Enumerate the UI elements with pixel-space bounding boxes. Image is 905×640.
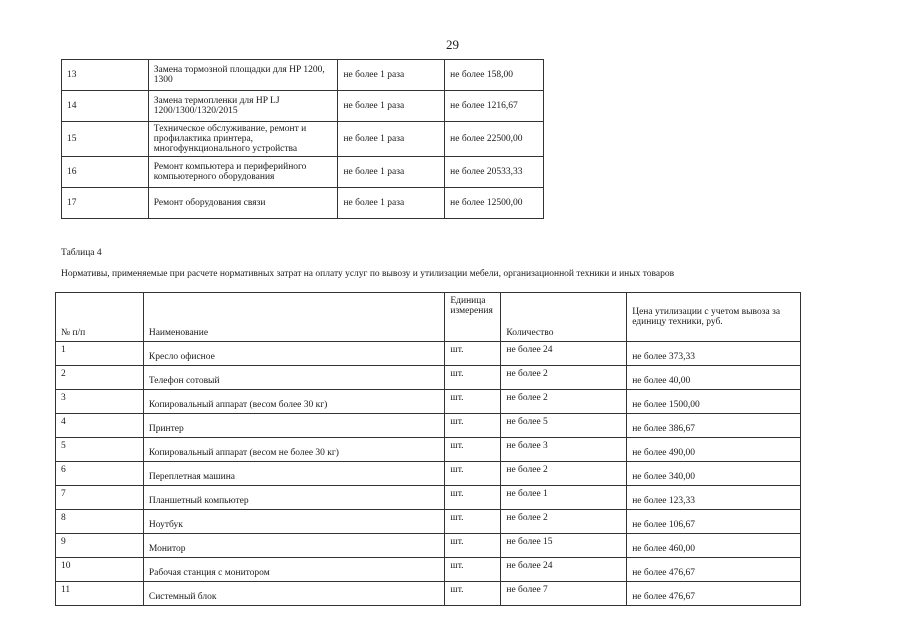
table-repair-services	[61, 59, 544, 219]
row-quantity: не более 2	[501, 462, 627, 486]
table-caption: Нормативы, применяемые при расчете нормативных затрат на оплату услуг по вывозу и утилизации мебели, организационной техники и иных товаров	[61, 269, 675, 279]
row-unit: шт.	[445, 366, 501, 390]
row-name: Планшетный компьютер	[143, 486, 445, 510]
row-quantity: не более 24	[501, 342, 627, 366]
row-unit: шт.	[445, 414, 501, 438]
row-price: не более 476,67	[627, 558, 801, 582]
row-name: Копировальный аппарат (весом не более 30 кг)	[143, 438, 445, 462]
row-number: 9	[56, 534, 144, 558]
row-quantity: не более 1 раза	[338, 91, 445, 122]
table-row	[62, 157, 544, 188]
row-unit: шт.	[445, 558, 501, 582]
row-unit: шт.	[445, 510, 501, 534]
table-row	[56, 510, 801, 534]
row-number: 16	[62, 157, 149, 188]
row-name: Замена термопленки для HP LJ 1200/1300/1320/2015	[148, 91, 338, 122]
row-quantity: не более 3	[501, 438, 627, 462]
row-quantity: не более 2	[501, 390, 627, 414]
row-price: не более 158,00	[445, 60, 544, 91]
row-quantity: не более 2	[501, 366, 627, 390]
row-name: Копировальный аппарат (весом более 30 кг)	[143, 390, 445, 414]
row-quantity: не более 1 раза	[338, 188, 445, 219]
table-row	[62, 122, 544, 157]
header-price: Цена утилизации с учетом вывоза за единицу техники, руб.	[627, 293, 801, 342]
table-row	[56, 366, 801, 390]
row-price: не более 340,00	[627, 462, 801, 486]
table-row	[56, 390, 801, 414]
row-number: 5	[56, 438, 144, 462]
row-number: 15	[62, 122, 149, 157]
row-name: Ремонт компьютера и периферийного компьютерного оборудования	[148, 157, 338, 188]
row-name: Ремонт оборудования связи	[148, 188, 338, 219]
row-price: не более 40,00	[627, 366, 801, 390]
row-quantity: не более 1 раза	[338, 157, 445, 188]
table-disposal-norms	[55, 292, 801, 606]
row-price: не более 123,33	[627, 486, 801, 510]
row-unit: шт.	[445, 390, 501, 414]
row-name: Замена тормозной площадки для HP 1200, 1300	[148, 60, 338, 91]
row-price: не более 373,33	[627, 342, 801, 366]
table-row	[56, 558, 801, 582]
row-unit: шт.	[445, 582, 501, 606]
row-unit: шт.	[445, 342, 501, 366]
table-label: Таблица 4	[61, 248, 102, 258]
row-quantity: не более 5	[501, 414, 627, 438]
row-quantity: не более 7	[501, 582, 627, 606]
row-name: Телефон сотовый	[143, 366, 445, 390]
header-num: № п/п	[56, 293, 144, 342]
row-price: не более 22500,00	[445, 122, 544, 157]
row-number: 7	[56, 486, 144, 510]
header-unit: Единица измерения	[445, 293, 501, 342]
row-name: Принтер	[143, 414, 445, 438]
table-row	[56, 534, 801, 558]
table-row	[56, 582, 801, 606]
row-price: не более 20533,33	[445, 157, 544, 188]
row-number: 11	[56, 582, 144, 606]
row-quantity: не более 15	[501, 534, 627, 558]
row-name: Кресло офисное	[143, 342, 445, 366]
table-row	[56, 462, 801, 486]
row-number: 2	[56, 366, 144, 390]
row-unit: шт.	[445, 438, 501, 462]
row-number: 1	[56, 342, 144, 366]
table-header-row	[56, 293, 801, 342]
row-number: 4	[56, 414, 144, 438]
table-row	[56, 438, 801, 462]
page-number: 29	[446, 37, 459, 52]
row-quantity: не более 2	[501, 510, 627, 534]
row-quantity: не более 1 раза	[338, 60, 445, 91]
table-row	[56, 486, 801, 510]
row-price: не более 1500,00	[627, 390, 801, 414]
row-name: Монитор	[143, 534, 445, 558]
row-price: не более 1216,67	[445, 91, 544, 122]
row-price: не более 476,67	[627, 582, 801, 606]
row-unit: шт.	[445, 462, 501, 486]
row-name: Техническое обслуживание, ремонт и профилактика принтера, многофункционального устройства	[148, 122, 338, 157]
row-number: 10	[56, 558, 144, 582]
table-row	[62, 188, 544, 219]
table-row	[56, 342, 801, 366]
row-number: 14	[62, 91, 149, 122]
table-row	[56, 414, 801, 438]
row-number: 13	[62, 60, 149, 91]
table-row	[62, 60, 544, 91]
row-name: Ноутбук	[143, 510, 445, 534]
row-price: не более 386,67	[627, 414, 801, 438]
row-number: 8	[56, 510, 144, 534]
row-name: Переплетная машина	[143, 462, 445, 486]
row-unit: шт.	[445, 534, 501, 558]
row-quantity: не более 24	[501, 558, 627, 582]
row-price: не более 490,00	[627, 438, 801, 462]
row-number: 6	[56, 462, 144, 486]
row-name: Системный блок	[143, 582, 445, 606]
header-qty: Количество	[501, 293, 627, 342]
row-price: не более 106,67	[627, 510, 801, 534]
table-row	[62, 91, 544, 122]
row-number: 3	[56, 390, 144, 414]
row-unit: шт.	[445, 486, 501, 510]
row-name: Рабочая станция с монитором	[143, 558, 445, 582]
row-price: не более 460,00	[627, 534, 801, 558]
row-quantity: не более 1 раза	[338, 122, 445, 157]
header-name: Наименование	[143, 293, 445, 342]
row-price: не более 12500,00	[445, 188, 544, 219]
row-number: 17	[62, 188, 149, 219]
row-quantity: не более 1	[501, 486, 627, 510]
